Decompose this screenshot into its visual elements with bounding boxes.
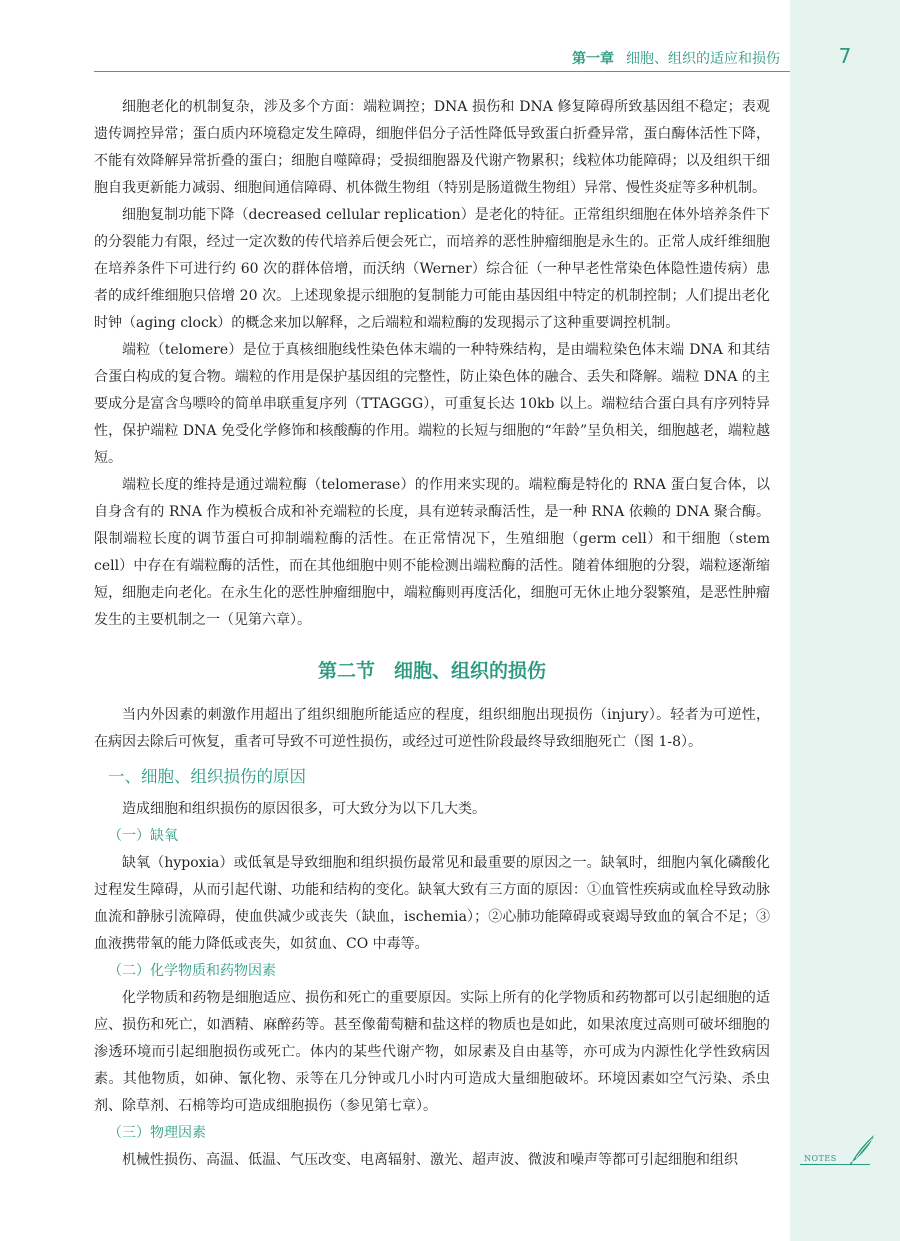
item-text-physical: 机械性损伤、高温、低温、气压改变、电离辐射、激光、超声波、微波和噪声等都可引起细胞和组织 bbox=[122, 1152, 738, 1168]
item-heading-chemical: （二）化学物质和药物因素 bbox=[108, 963, 276, 979]
paragraph: 细胞复制功能下降（decreased cellular replication）是老化的特征。正常组织细胞在体外培养条件下的分裂能力有限，经过一定次数的传代培养后便会死亡，而培养的恶性肿瘤细胞是永生的。正常人成纤维细胞在培养条件下可进行约 60 次的群体倍增，而沃纳（Werner）综合征（一种早老性常染色体隐性遗传病）患者的成纤维细胞只倍增 20 次。上述现象提示细胞的复制能力可能由基因组中特定的机制控制；人们提出老化时钟（aging clock）的概念来加以解释，之后端粒和端粒酶的发现揭示了这种重要调控机制。 bbox=[94, 207, 770, 331]
pen-icon bbox=[844, 1132, 878, 1166]
item-heading-hypoxia: （一）缺氧 bbox=[108, 828, 178, 844]
subsection-intro: 造成细胞和组织损伤的原因很多，可大致分为以下几大类。 bbox=[122, 801, 486, 817]
subsection-heading: 一、细胞、组织损伤的原因 bbox=[108, 767, 306, 786]
section-heading: 第二节 细胞、组织的损伤 bbox=[317, 660, 546, 682]
chapter-title: 细胞、组织的适应和损伤 bbox=[626, 51, 780, 67]
paragraph: 端粒（telomere）是位于真核细胞线性染色体末端的一种特殊结构，是由端粒染色体末端 DNA 和其结合蛋白构成的复合物。端粒的作用是保护基因组的完整性，防止染色体的融合、丢失和降解。端粒 DNA 的主要成分是富含鸟嘌呤的简单串联重复序列（TTAGGG），可重复长达 10kb 以上。端粒结合蛋白具有序列特异性，保护端粒 DNA 免受化学修饰和核酸酶的作用。端粒的长短与细胞的“年龄”呈负相关，细胞越老，端粒越短。 bbox=[94, 342, 770, 466]
margin-band bbox=[790, 0, 900, 1241]
header-rule bbox=[94, 71, 790, 72]
running-header bbox=[572, 48, 780, 68]
paragraph: 端粒长度的维持是通过端粒酶（telomerase）的作用来实现的。端粒酶是特化的 RNA 蛋白复合体，以自身含有的 RNA 作为模板合成和补充端粒的长度，具有逆转录酶活性，是一种 RNA 依赖的 DNA 聚合酶。限制端粒长度的调节蛋白可抑制端粒酶的活性。在正常情况下，生殖细胞（germ cell）和干细胞（stem cell）中存在有端粒酶的活性，而在其他细胞中则不能检测出端粒酶的活性。随着体细胞的分裂，端粒逐渐缩短，细胞走向老化。在永生化的恶性肿瘤细胞中，端粒酶则再度活化，细胞可无休止地分裂繁殖，是恶性肿瘤发生的主要机制之一（见第六章）。 bbox=[94, 477, 770, 628]
paragraph: 细胞老化的机制复杂，涉及多个方面：端粒调控；DNA 损伤和 DNA 修复障碍所致基因组不稳定；表观遗传调控异常；蛋白质内环境稳定发生障碍，细胞伴侣分子活性降低导致蛋白折叠异常，蛋白酶体活性下降，不能有效降解异常折叠的蛋白；细胞自噬障碍；受损细胞器及代谢产物累积；线粒体功能障碍；以及组织干细胞自我更新能力减弱、细胞间通信障碍、机体微生物组（特别是肠道微生物组）异常、慢性炎症等多种机制。 bbox=[94, 99, 770, 196]
notes-label: NOTES bbox=[804, 1154, 837, 1163]
item-text-chemical: 化学物质和药物是细胞适应、损伤和死亡的重要原因。实际上所有的化学物质和药物都可以引起细胞的适应、损伤和死亡，如酒精、麻醉药等。甚至像葡萄糖和盐这样的物质也是如此，如果浓度过高则可破坏细胞的渗透环境而引起细胞损伤或死亡。体内的某些代谢产物，如尿素及自由基等，亦可成为内源性化学性致病因素。其他物质，如砷、氰化物、汞等在几分钟或几小时内可造成大量细胞破坏。环境因素如空气污染、杀虫剂、除草剂、石棉等均可造成细胞损伤（参见第七章）。 bbox=[94, 990, 770, 1114]
page-body bbox=[94, 94, 770, 1174]
page-number: 7 bbox=[838, 44, 852, 68]
item-heading-physical: （三）物理因素 bbox=[108, 1125, 206, 1141]
chapter-label: 第一章 bbox=[572, 51, 614, 67]
section-intro: 当内外因素的刺激作用超出了组织细胞所能适应的程度，组织细胞出现损伤（injury）。轻者为可逆性，在病因去除后可恢复，重者可导致不可逆性损伤，或经过可逆性阶段最终导致细胞死亡（图 1-8）。 bbox=[94, 707, 770, 750]
item-text-hypoxia: 缺氧（hypoxia）或低氧是导致细胞和组织损伤最常见和最重要的原因之一。缺氧时，细胞内氧化磷酸化过程发生障碍，从而引起代谢、功能和结构的变化。缺氧大致有三方面的原因：①血管性疾病或血栓导致动脉血流和静脉引流障碍，使血供减少或丧失（缺血，ischemia）；②心肺功能障碍或衰竭导致血的氧合不足；③血液携带氧的能力降低或丧失，如贫血、CO 中毒等。 bbox=[94, 855, 770, 952]
notes-marker bbox=[800, 1132, 880, 1172]
